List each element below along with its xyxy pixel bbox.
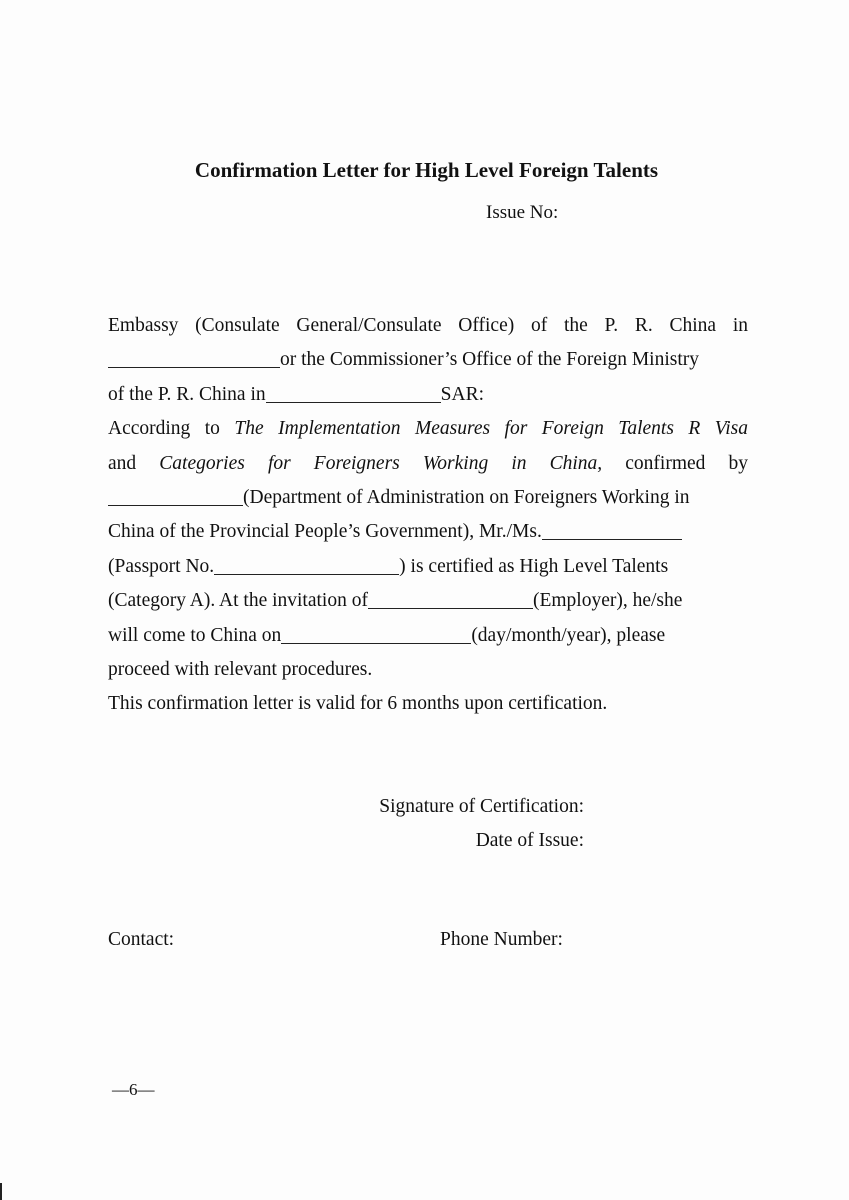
body-text: will come to China on (108, 624, 282, 646)
blank-employer (368, 586, 533, 609)
phone-number-label: Phone Number: (440, 929, 563, 950)
body-text: (Department of Administration on Foreigners Working in (243, 486, 690, 508)
body-text: This confirmation letter is valid for 6 months upon certification. (108, 693, 608, 715)
scan-edge-mark (0, 1183, 2, 1200)
body-line-1 (108, 309, 748, 343)
body-text: (Passport No. (108, 555, 215, 577)
blank-name (542, 517, 682, 540)
body-text: ) is certified as High Level Talents (399, 555, 669, 577)
contact-label: Contact: (108, 929, 175, 950)
blank-sar-name (266, 380, 441, 403)
blank-arrival-date (281, 621, 471, 644)
body-italic-text: The Implementation Measures for Foreign Talents R Visa (234, 418, 748, 440)
body-text: SAR: (440, 383, 484, 405)
issue-no-label: Issue No: (486, 202, 559, 223)
body-line-6 (108, 481, 748, 515)
blank-passport-no (214, 552, 399, 575)
body-text: proceed with relevant procedures. (108, 658, 373, 680)
blank-consulate-city (108, 345, 280, 368)
body-text: According to (108, 418, 235, 440)
body-line-9 (108, 584, 748, 618)
body-text: Embassy (Consulate General/Consulate Office) of the P. R. China in (108, 315, 748, 336)
date-of-issue-label: Date of Issue: (475, 830, 584, 851)
body-text: China of the Provincial People’s Government), Mr./Ms. (108, 521, 542, 543)
body-line-10 (108, 619, 748, 653)
body-italic-text: Categories for Foreigners Working in China, (159, 452, 603, 474)
body-text: (day/month/year), please (471, 624, 666, 646)
body-line-2 (108, 343, 748, 377)
body-line-8 (108, 550, 748, 584)
blank-department (108, 483, 243, 506)
letter-title: Confirmation Letter for High Level Foreign Talents (194, 158, 659, 182)
body-line-12 (108, 687, 748, 721)
body-text: (Category A). At the invitation of (108, 590, 368, 612)
body-text: confirmed by (602, 452, 748, 474)
page-number: —6— (112, 1080, 155, 1099)
body-line-11 (108, 653, 748, 687)
signature-label: Signature of Certification: (379, 796, 584, 817)
body-text: (Employer), he/she (532, 590, 683, 612)
letter-body (108, 309, 748, 722)
body-text: and (108, 452, 160, 474)
body-line-4 (108, 412, 748, 446)
body-text: of the P. R. China in (108, 383, 266, 405)
body-text: or the Commissioner’s Office of the Foreign Ministry (280, 349, 700, 371)
body-line-5 (108, 447, 748, 481)
body-line-7 (108, 515, 748, 549)
body-line-3 (108, 378, 748, 412)
signature-block (379, 790, 584, 858)
